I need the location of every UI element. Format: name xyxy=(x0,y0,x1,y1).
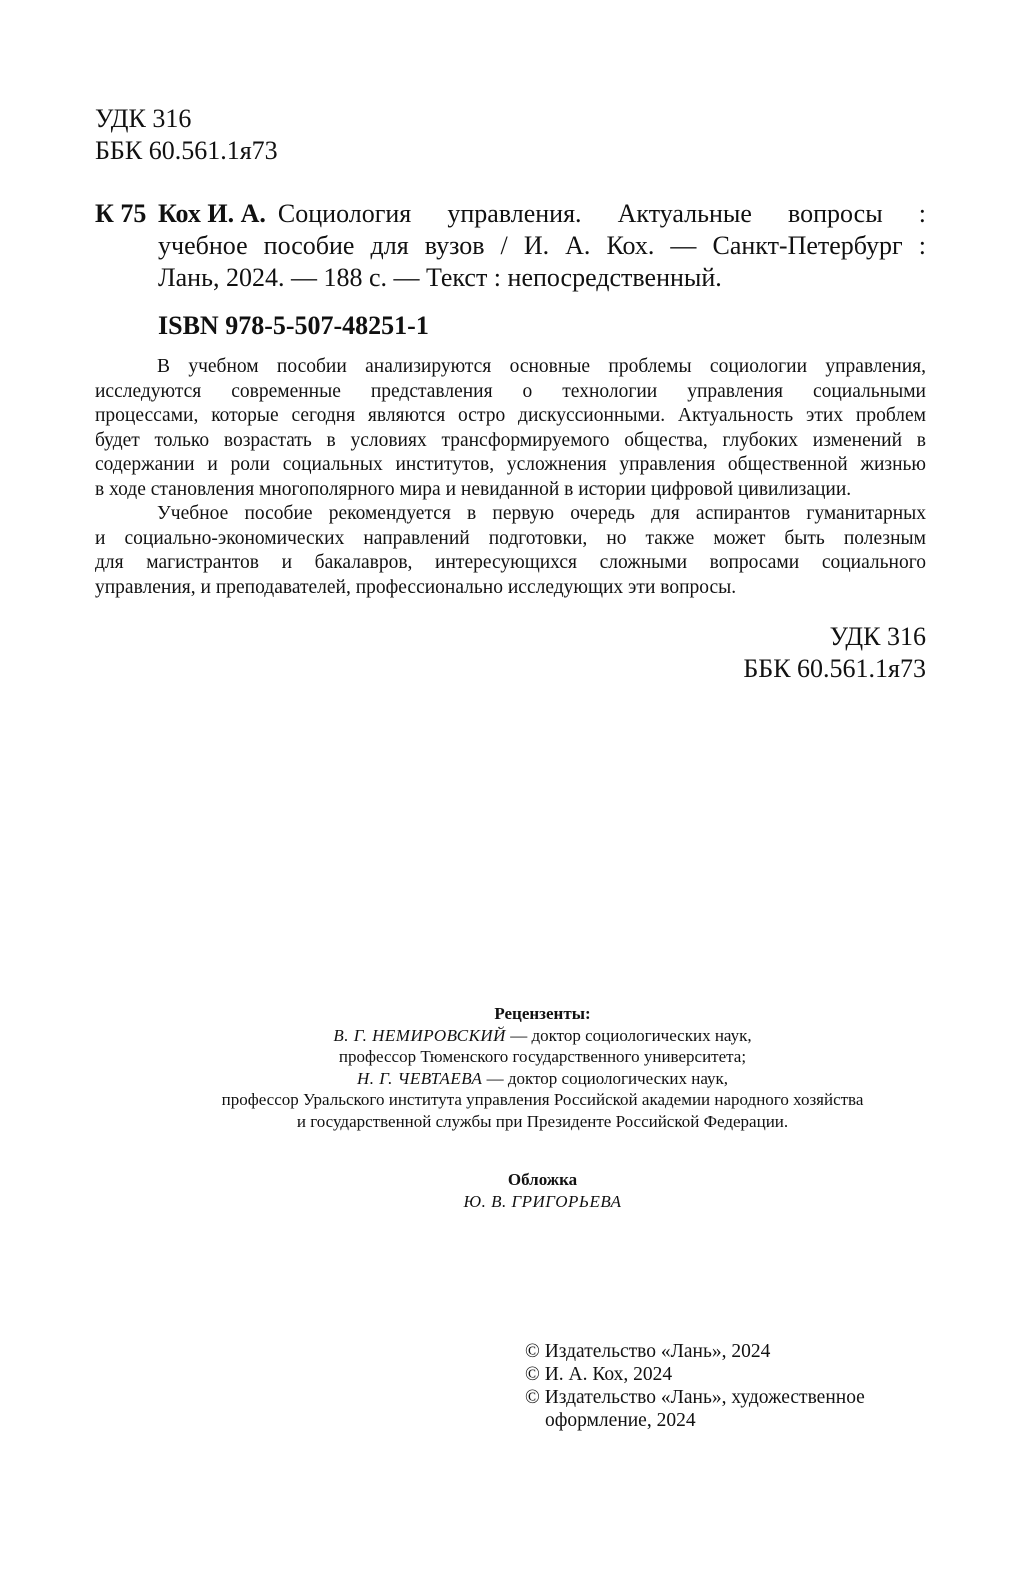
copyright-line: © Издательство «Лань», 2024 xyxy=(525,1341,771,1362)
bibliographic-entry xyxy=(158,198,926,294)
annotation-line: Учебное пособие рекомендуется в первую очередь для аспирантов гуманитарных xyxy=(157,503,926,524)
annotation-line: в ходе становления многополярного мира и невиданной в истории цифровой цивилизации. xyxy=(95,478,852,500)
bbk-bottom: ББК 60.561.1я73 xyxy=(743,654,926,683)
annotation-line: и социально-экономических направлений подготовки, но также может быть полезным xyxy=(95,527,926,549)
annotation-line: исследуются современные представления о технологии управления социальными xyxy=(95,380,926,402)
copyright-line: © Издательство «Лань», художественное xyxy=(525,1387,865,1408)
reviewers-heading: Рецензенты: xyxy=(494,1004,591,1023)
annotation-line: процессами, которые сегодня являются остро дискуссионными. Актуальность этих проблем xyxy=(95,405,926,426)
reviewer-1 xyxy=(60,1025,1025,1047)
annotation-line: будет только возрастать в условиях трансформируемого общества, глубоких изменений в xyxy=(95,429,926,451)
annotation-line: для магистрантов и бакалавров, интересующихся сложными вопросами социального xyxy=(95,552,926,573)
udk-top: УДК 316 xyxy=(95,104,192,133)
annotation xyxy=(95,355,926,600)
annotation-line: В учебном пособии анализируются основные проблемы социологии управления, xyxy=(157,356,926,377)
reviewer-2-name: Н. Г. ЧЕВТАЕВА xyxy=(356,1068,483,1088)
cover-credit xyxy=(60,1169,1025,1212)
reviewer-2 xyxy=(60,1068,1025,1090)
copyright-line-cont: оформление, 2024 xyxy=(545,1410,696,1431)
reviewer-1-position: профессор Тюменского государственного университета; xyxy=(338,1047,747,1066)
bbk-top: ББК 60.561.1я73 xyxy=(95,136,278,165)
annotation-line: управления, и преподавателей, профессионально исследующих эти вопросы. xyxy=(95,576,737,598)
annotation-line: содержании и роли социальных институтов, усложнения управления общественной жизнью xyxy=(95,454,926,475)
entry-line-2: учебное пособие для вузов / И. А. Кох. — Санкт-Петербург : xyxy=(158,231,926,260)
entry-line-3: Лань, 2024. — 188 с. — Текст : непосредственный. xyxy=(158,263,722,292)
reviewers xyxy=(60,1003,1025,1132)
copyright-line: © И. А. Кох, 2024 xyxy=(525,1364,673,1385)
reviewer-2-position: профессор Уральского института управления Российской академии народного хозяйства xyxy=(221,1090,864,1109)
isbn: ISBN 978-5-507-48251-1 xyxy=(158,311,429,340)
author-code: К 75 xyxy=(95,199,147,228)
udk-bottom: УДК 316 xyxy=(829,622,926,651)
cover-heading: Обложка xyxy=(507,1170,578,1189)
reviewer-2-desc: — доктор социологических наук, xyxy=(482,1068,729,1088)
cover-designer: Ю. В. ГРИГОРЬЕВА xyxy=(463,1191,622,1211)
copyright-block xyxy=(525,1340,865,1432)
reviewer-1-desc: — доктор социологических наук, xyxy=(505,1025,752,1045)
reviewer-2-position-cont: и государственной службы при Президенте Российской Федерации. xyxy=(296,1111,789,1131)
reviewer-1-name: В. Г. НЕМИРОВСКИЙ xyxy=(333,1025,506,1045)
entry-line-1: Социология управления. Актуальные вопросы : xyxy=(277,199,926,228)
author-name: Кох И. А. xyxy=(158,199,266,228)
